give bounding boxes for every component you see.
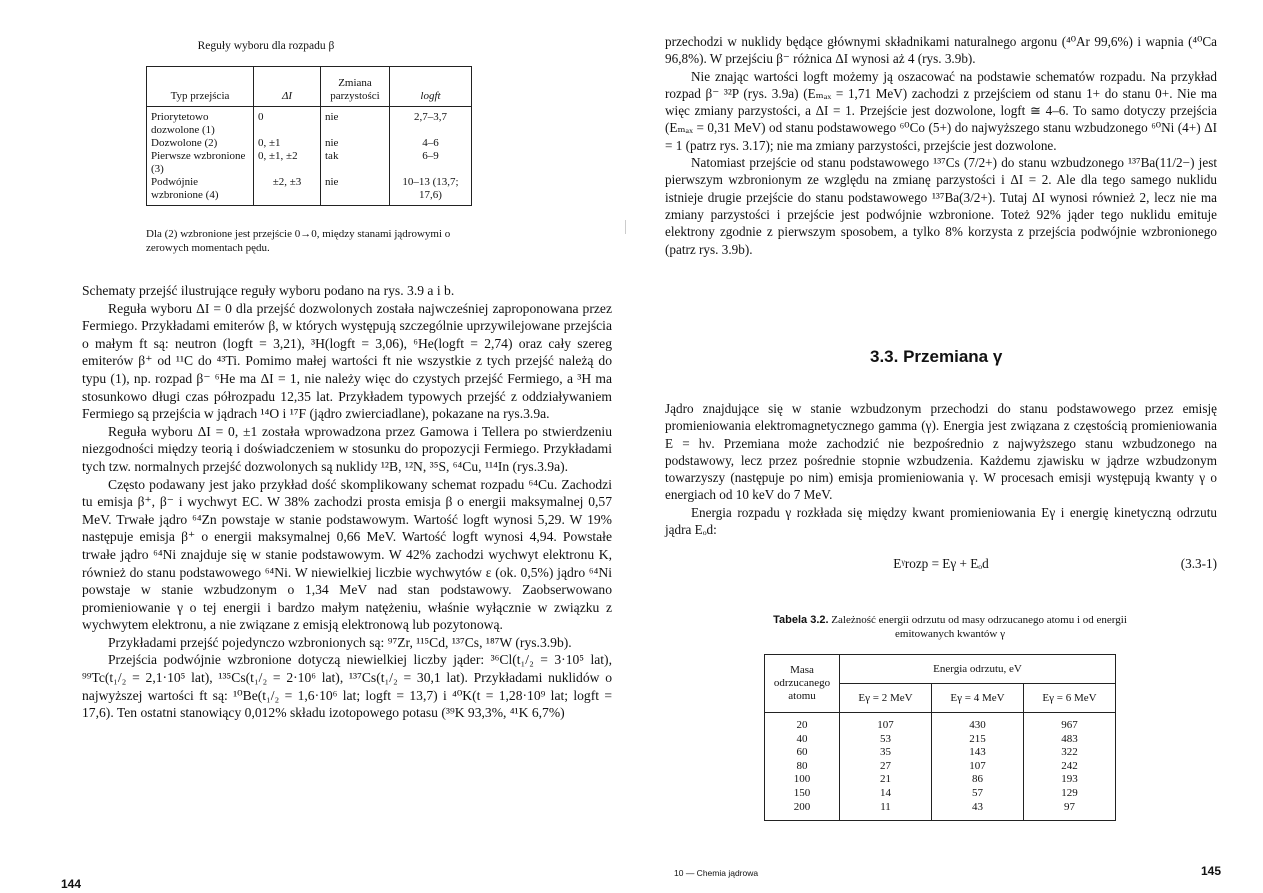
cell-type: Podwójnie wzbronione (4) bbox=[147, 176, 254, 206]
header-logft: logft bbox=[390, 67, 472, 107]
column-e6: 967 483 322 242 193 129 97 bbox=[1024, 713, 1116, 821]
cell-parity: nie bbox=[321, 137, 390, 150]
header-e6: Eγ = 6 MeV bbox=[1024, 684, 1116, 713]
page-number: 145 bbox=[1201, 864, 1222, 878]
header-mass: Masa odrzucanego atomu bbox=[765, 655, 840, 713]
equation-formula: Eᵞrozp = Eγ + Eₒd bbox=[893, 556, 989, 571]
table-caption bbox=[760, 613, 1140, 641]
cell-parity: nie bbox=[321, 107, 390, 138]
cell-delta-i: ±2, ±3 bbox=[254, 176, 321, 206]
paragraph: Przejścia podwójnie wzbronione dotyczą niewielkiej liczby jąder: ³⁶Cl(t₁/₂ = 3·10⁵ lat), ⁹⁹Tc(t₁/₂ = 2,1·10⁵ lat), ¹³⁵Cs(t₁/₂ = 2·10⁶ lat), ¹³⁷Cs(t₁/₂ = 30,1 lat). Przykładami nuklidów o najwyższej wartości ft są: ¹⁰Be(t₁/₂ = 1,6·10⁶ lat; logft = 13,7) i ⁴⁰K(t = 1,28·10⁹ lat; logft = 17,6). Ten ostatni stanowiący 0,012% składu izotopowego potasu (³⁹K 93,3%, ⁴¹K 6,7%) bbox=[82, 652, 612, 721]
left-body-text bbox=[82, 282, 612, 722]
header-delta-i: ΔI bbox=[254, 67, 321, 107]
cell-type: Pierwsze wzbronione (3) bbox=[147, 150, 254, 176]
rules-table-title: Reguły wyboru dla rozpadu β bbox=[197, 40, 335, 52]
right-body-text-section bbox=[665, 400, 1217, 538]
paragraph: Natomiast przejście od stanu podstawowego ¹³⁷Cs (7/2+) do stanu wzbudzonego ¹³⁷Ba(11/2−) jest pierwszym wzbronionym ze względu na zmianę parzystości i ΔI = 2. Ale dla tego samego nuklidu istnieje drugie przejście do stanu podstawowego ¹³⁷Ba(3/2+). Tutaj ΔI wynosi również 2, lecz nie ma zmiany parzystości i przejście jest podwójnie wzbronione. Toteż 92% jąder tego nuklidu emituje elektrony zgodnie z pierwszym sposobem, a tylko 8% korzysta z przejścia podwójnie wzbronionego (patrz rys. 3.9b). bbox=[665, 155, 1217, 257]
cell-type: Dozwolone (2) bbox=[147, 137, 254, 150]
cell-type: Priorytetowo dozwolone (1) bbox=[147, 107, 254, 138]
page-number: 144 bbox=[61, 877, 82, 891]
gutter-mark bbox=[625, 220, 626, 234]
cell-logft: 4–6 bbox=[390, 137, 472, 150]
paragraph: Nie znając wartości logft możemy ją oszacować na podstawie schematów rozpadu. Na przykład rozpad β⁻ ³²P (rys. 3.9a) (Eₘₐₓ = 1,71 MeV) zachodzi z przejściem od stanu 1+ do stanu 0+. Nie ma więc zmiany parzystości, a ΔI = 1. Przejście jest dozwolone, logft ≅ 4–6. To samo dotyczy przejścia (Eₘₐₓ = 0,31 MeV) od stanu podstawowego ⁶⁰Co (5+) do najwyższego stanu wzbudzonego ⁶⁰Ni (4+) ΔI = 1 (patrz rys. 3.17); nie ma zmiany parzystości, przejście jest dozwolone. bbox=[665, 68, 1217, 153]
table-row bbox=[147, 137, 472, 150]
cell-logft: 6–9 bbox=[390, 150, 472, 176]
column-e4: 430 215 143 107 86 57 43 bbox=[932, 713, 1024, 821]
cell-parity: tak bbox=[321, 150, 390, 176]
paragraph: Schematy przejść ilustrujące reguły wyboru podano na rys. 3.9 a i b. bbox=[82, 283, 455, 298]
table-row bbox=[147, 150, 472, 176]
equation-number: (3.3-1) bbox=[1180, 556, 1217, 571]
left-page bbox=[0, 0, 631, 893]
table-label: Tabela 3.2. bbox=[773, 614, 829, 626]
cell-parity: nie bbox=[321, 176, 390, 206]
cell-logft: 2,7–3,7 bbox=[390, 107, 472, 138]
paragraph: Jądro znajdujące się w stanie wzbudzonym przechodzi do stanu podstawowego przez emisję promieniowania elektromagnetycznego gamma (γ). Energia jest związana z częstością promieniowania E = hν. Przemiana może zachodzić nie bezpośrednio z najwyższego stanu wzbudzonego na podstawowy, lecz przez pośrednie stopnie wzbudzenia. Każdemu zjawisku w jądrze wzbudzonym towarzyszy (następuje po nim) emisja promieniowania γ. W procesach emisji występują kwanty γ o energiach od 10 keV do 7 MeV. bbox=[665, 401, 1217, 503]
paragraph: Przykładami przejść pojedynczo wzbronionych są: ⁹⁷Zr, ¹¹⁵Cd, ¹³⁷Cs, ¹⁸⁷W (rys.3.9b). bbox=[108, 634, 572, 650]
table-footnote: Dla (2) wzbronione jest przejście 0→0, między stanami jądrowymi o zerowych momentach pędu. bbox=[146, 228, 451, 254]
recoil-energy-table bbox=[764, 654, 1116, 821]
header-e4: Eγ = 4 MeV bbox=[932, 684, 1024, 713]
table-caption-text: Zależność energii odrzutu od masy odrzucanego atomu i od energii emitowanych kwantów γ bbox=[831, 614, 1127, 640]
paragraph: Reguła wyboru ΔI = 0, ±1 została wprowadzona przez Gamowa i Tellera po stwierdzeniu niezgodności między teorią i doświadczeniem w stosunku do propozycji Fermiego. Przykładami tych tzw. normalnych przejść dozwolonych są nuklidy ¹²B, ¹²N, ³⁵S, ⁶⁴Cu, ¹¹⁴In (rys.3.9a). bbox=[82, 423, 612, 474]
equation bbox=[665, 556, 1217, 572]
paragraph: przechodzi w nuklidy będące głównymi składnikami naturalnego argonu (⁴⁰Ar 99,6%) i wapnia (⁴⁰Ca 96,8%). W przejściu β⁻ różnica ΔI wynosi aż 4 (rys. 3.9b). bbox=[665, 34, 1217, 67]
paragraph: Reguła wyboru ΔI = 0 dla przejść dozwolonych została najwcześniej zaproponowana przez Fermiego. Przykładami emiterów β, w których występują szczególnie uprzywilejowane przejścia o małym ft są: neutron (logft = 3,21), ³H(logft = 3,06), ⁶He(logft = 2,74) oraz cały szereg emiterów β⁺ od ¹¹C do ⁴³Ti. Pomimo małej wartości ft nie wszystkie z tych przejść należą do typu (1), np. rozpad β⁻ ⁶He ma ΔI = 1, nie należy więc do czystych przejść Fermiego, a ³H ma stosunkowo długi czas półrozpadu 12,35 lat. Przykładem typowych przejść z oddziaływaniem Fermiego są przejścia w jądrach ¹⁴O i ¹⁷F (jądro zwierciadlane), pokazane na rys.3.9a. bbox=[82, 300, 612, 422]
table-row bbox=[147, 176, 472, 206]
header-e2: Eγ = 2 MeV bbox=[840, 684, 932, 713]
column-mass: 20 40 60 80 100 150 200 bbox=[765, 713, 840, 821]
footer-signature: 10 — Chemia jądrowa bbox=[674, 868, 759, 878]
table-row bbox=[147, 107, 472, 138]
cell-delta-i: 0, ±1, ±2 bbox=[254, 150, 321, 176]
section-title: 3.3. Przemiana γ bbox=[870, 347, 1003, 366]
selection-rules-table bbox=[146, 66, 472, 206]
paragraph: Energia rozpadu γ rozkłada się między kwant promieniowania Eγ i energię kinetyczną odrzutu jądra Eₒd: bbox=[665, 504, 1217, 538]
column-e2: 107 53 35 27 21 14 11 bbox=[840, 713, 932, 821]
cell-delta-i: 0 bbox=[254, 107, 321, 138]
cell-logft: 10–13 (13,7; 17,6) bbox=[390, 176, 472, 206]
cell-delta-i: 0, ±1 bbox=[254, 137, 321, 150]
header-type: Typ przejścia bbox=[147, 67, 254, 107]
paragraph: Często podawany jest jako przykład dość skomplikowany schemat rozpadu ⁶⁴Cu. Zachodzi tu emisja β⁺, β⁻ i wychwyt EC. W 38% zachodzi prosta emisja β o energii maksymalnej 0,57 MeV. Trwałe jądro ⁶⁴Zn powstaje w stanie podstawowym. Wartość logft wynosi 5,29. W 19% następuje emisja β⁺ o energii maksymalnej 0,66 MeV. Wartość logft wynosi 4,94. Powstałe trwałe jądro ⁶⁴Ni znajduje się w stanie podstawowym. W 42% zachodzi wychwyt elektronu K, również do stanu podstawowego ⁶⁴Ni. W niewielkiej liczbie wychwytów ε (ok. 0,5%) jądro ⁶⁴Ni powstaje w stanie wzbudzonym o 1,34 MeV nad stan podstawowy. Zaobserwowano promieniowanie γ o tej energii i bardzo małym natężeniu, właśnie wyłącznie w związku z wychwytem elektronu, a nie związane z emisją elektronową lub pozytonową. bbox=[82, 476, 612, 633]
header-energy: Energia odrzutu, eV bbox=[840, 655, 1116, 684]
header-parity: Zmiana parzystości bbox=[321, 67, 390, 107]
right-body-text-top bbox=[665, 33, 1217, 258]
